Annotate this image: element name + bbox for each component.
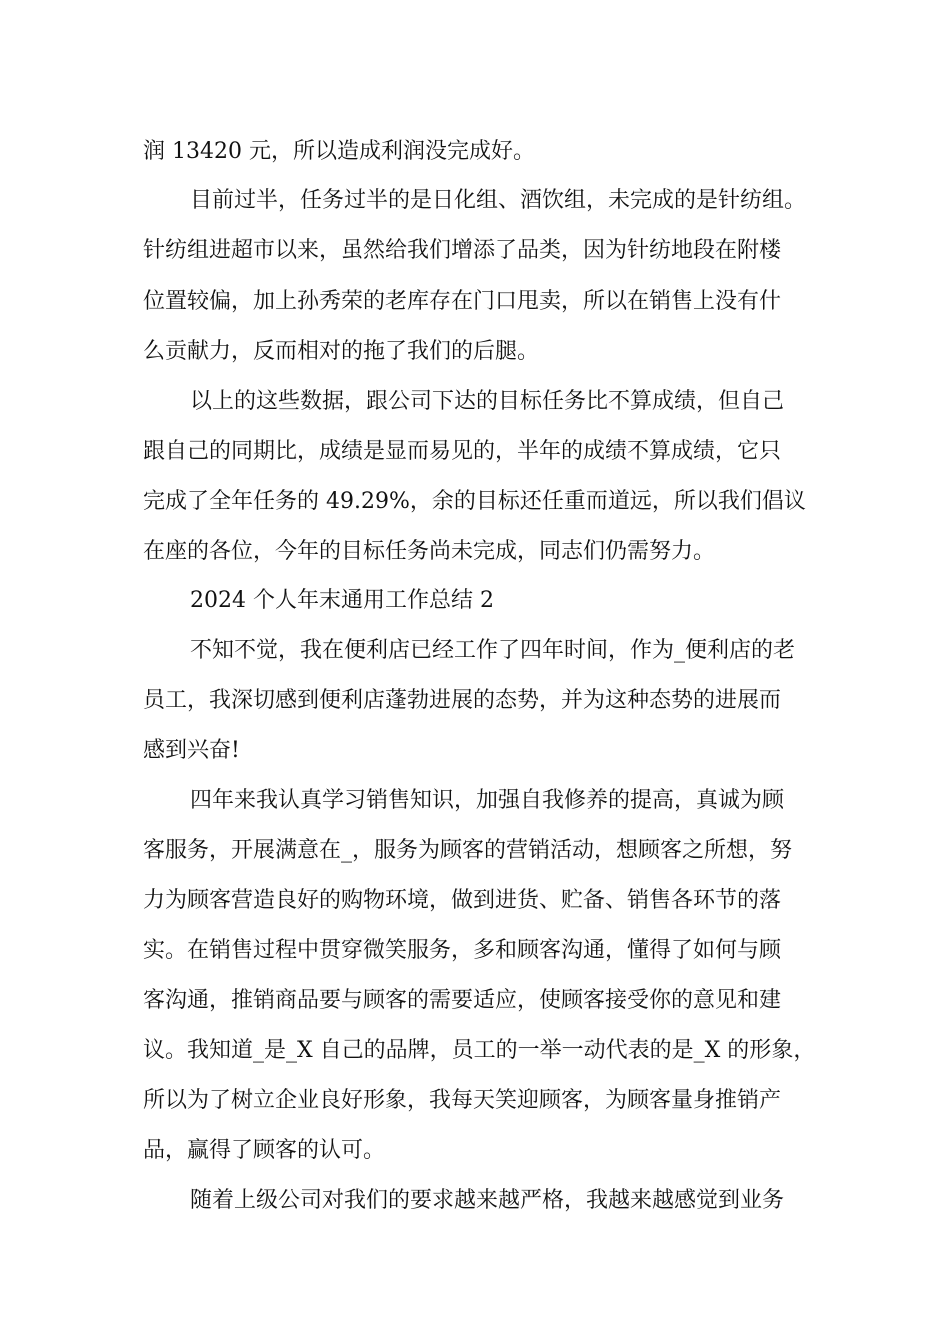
- text-line: 所以为了树立企业良好形象，我每天笑迎顾客，为顾客量身推销产: [143, 1088, 782, 1113]
- text-line: 感到兴奋!: [143, 738, 240, 763]
- paragraph-start-line: 随着上级公司对我们的要求越来越严格，我越来越感觉到业务: [190, 1188, 785, 1213]
- text-line: 品，赢得了顾客的认可。: [143, 1138, 386, 1163]
- text-line: 么贡献力，反而相对的拖了我们的后腿。: [143, 339, 540, 364]
- text-line: 针纺组进超市以来，虽然给我们增添了品类，因为针纺地段在附楼: [143, 238, 782, 263]
- section-heading: 2024 个人年末通用工作总结 2: [190, 588, 494, 613]
- text-line: 跟自己的同期比，成绩是显而易见的，半年的成绩不算成绩，它只: [143, 439, 782, 464]
- paragraph-start-line: 不知不觉，我在便利店已经工作了四年时间，作为_便利店的老: [190, 638, 796, 663]
- text-line: 在座的各位，今年的目标任务尚未完成，同志们仍需努力。: [143, 539, 716, 564]
- text-line: 润 13420 元，所以造成利润没完成好。: [143, 139, 535, 164]
- text-line: 员工，我深切感到便利店蓬勃进展的态势，并为这种态势的进展而: [143, 688, 782, 713]
- text-line: 完成了全年任务的 49.29%，余的目标还任重而道远，所以我们倡议: [143, 489, 806, 514]
- text-line: 客沟通，推销商品要与顾客的需要适应，使顾客接受你的意见和建: [143, 988, 782, 1013]
- paragraph-start-line: 目前过半，任务过半的是日化组、酒饮组，未完成的是针纺组。: [190, 188, 807, 213]
- text-line: 实。在销售过程中贯穿微笑服务，多和顾客沟通，懂得了如何与顾: [143, 938, 782, 963]
- text-line: 位置较偏，加上孙秀荣的老库存在门口甩卖，所以在销售上没有什: [143, 289, 782, 314]
- paragraph-start-line: 四年来我认真学习销售知识，加强自我修养的提高，真诚为顾: [190, 788, 785, 813]
- text-line: 议。我知道_是_X 自己的品牌，员工的一举一动代表的是_X 的形象，: [143, 1038, 816, 1063]
- paragraph-start-line: 以上的这些数据，跟公司下达的目标任务比不算成绩，但自己: [190, 389, 785, 414]
- text-line: 力为顾客营造良好的购物环境，做到进货、贮备、销售各环节的落: [143, 888, 782, 913]
- text-line: 客服务，开展满意在_，服务为顾客的营销活动，想顾客之所想，努: [143, 838, 793, 863]
